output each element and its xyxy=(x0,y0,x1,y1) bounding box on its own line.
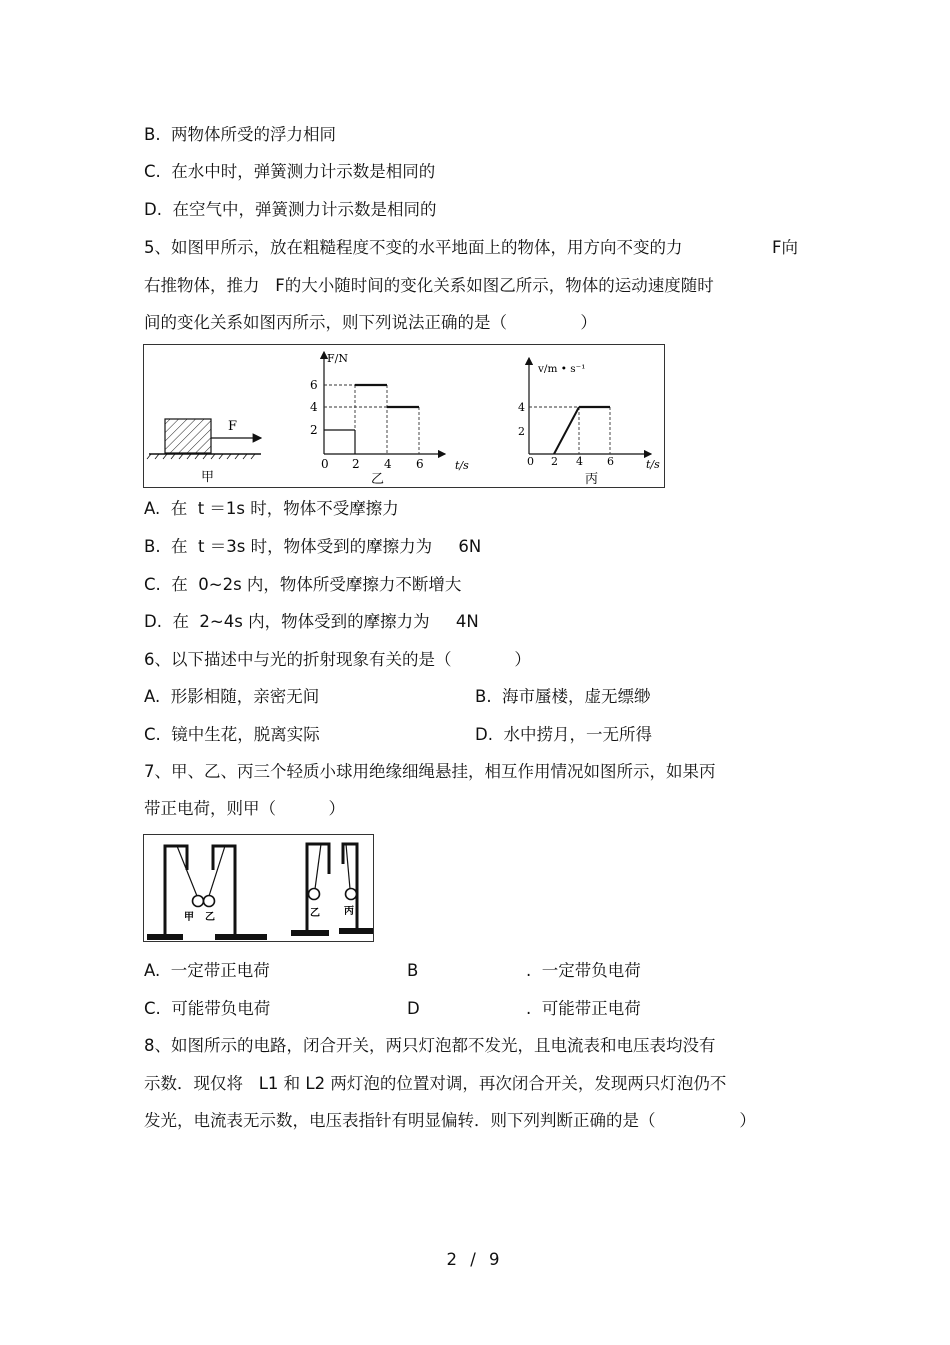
q5-option-b: B. 在 t ＝3s 时，物体受到的摩擦力为 6N xyxy=(144,537,482,556)
figure-bing-xtick-6: 6 xyxy=(607,455,614,468)
figure-yi-xtick-6: 6 xyxy=(416,457,424,471)
figure-bing-xtick-0: 0 xyxy=(527,455,534,468)
q5-figure xyxy=(143,344,665,492)
q4-option-b: B. 两物体所受的浮力相同 xyxy=(144,125,337,144)
ball-yi-right xyxy=(309,889,320,900)
ball-jia-label: 甲 xyxy=(184,912,194,923)
ball-yi-label-right: 乙 xyxy=(310,908,320,919)
q8-stem-line-2: 示数．现仅将 L1 和 L2 两灯泡的位置对调，再次闭合开关，发现两只灯泡仍不 xyxy=(144,1074,727,1093)
q5-stem-line-1: 5、如图甲所示，放在粗糙程度不变的水平地面上的物体，用方向不变的力 xyxy=(144,238,683,257)
page-number: 2 / 9 xyxy=(446,1250,504,1269)
q5-option-d: D. 在 2~4s 内，物体受到的摩擦力为 4N xyxy=(144,612,479,631)
q7-option-d-letter: D xyxy=(407,999,420,1018)
force-label: F xyxy=(228,419,238,434)
ball-yi xyxy=(204,896,215,907)
figure-bing-caption: 丙 xyxy=(585,472,599,487)
figure-bing-xtick-4: 4 xyxy=(576,455,583,468)
figure-bing-xlabel: t/s xyxy=(646,458,660,471)
q7-option-c: C. 可能带负电荷 xyxy=(144,999,271,1018)
q7-option-a: A. 一定带正电荷 xyxy=(144,961,270,980)
ball-bing-label: 丙 xyxy=(344,906,354,917)
figure-yi-xtick-4: 4 xyxy=(384,457,392,471)
q5-option-a: A. 在 t ＝1s 时，物体不受摩擦力 xyxy=(144,499,399,518)
figure-bing-xtick-2: 2 xyxy=(551,455,558,468)
figure-yi-ylabel: F/N xyxy=(327,352,348,365)
figure-jia-caption: 甲 xyxy=(201,470,215,485)
q7-stem-line-1: 7、甲、乙、丙三个轻质小球用绝缘细绳悬挂，相互作用情况如图所示，如果丙 xyxy=(144,762,716,781)
figure-yi-xtick-0: 0 xyxy=(321,457,329,471)
q7-option-d-text: . 可能带正电荷 xyxy=(526,999,641,1018)
q5-stem-line-3: 间的变化关系如图丙所示，则下列说法正确的是（ ） xyxy=(144,313,597,332)
figure-yi-ytick-6: 6 xyxy=(310,378,318,392)
q6-option-a: A. 形影相随，亲密无间 xyxy=(144,687,320,706)
q6-stem: 6、以下描述中与光的折射现象有关的是（ ） xyxy=(144,650,531,669)
ball-yi-label-left: 乙 xyxy=(205,912,215,923)
q5-option-c: C. 在 0~2s 内，物体所受摩擦力不断增大 xyxy=(144,575,462,594)
q7-option-b-letter: B xyxy=(407,961,419,980)
q7-option-b-text: . 一定带负电荷 xyxy=(526,961,641,980)
figure-yi-ytick-4: 4 xyxy=(310,400,318,414)
q6-option-b: B. 海市蜃楼，虚无缥缈 xyxy=(475,687,651,706)
figure-bing-ytick-2: 2 xyxy=(518,425,525,438)
q8-stem-line-1: 8、如图所示的电路，闭合开关，两只灯泡都不发光，且电流表和电压表均没有 xyxy=(144,1036,716,1055)
ball-jia xyxy=(193,896,204,907)
q4-option-c: C. 在水中时，弹簧测力计示数是相同的 xyxy=(144,162,436,181)
ball-bing xyxy=(346,889,357,900)
q8-stem-line-3: 发光，电流表无示数，电压表指针有明显偏转．则下列判断正确的是（ ） xyxy=(144,1111,756,1130)
q6-option-d: D. 水中捞月，一无所得 xyxy=(475,725,652,744)
figure-yi-caption: 乙 xyxy=(371,472,385,487)
figure-yi-xtick-2: 2 xyxy=(352,457,360,471)
figure-bing-ytick-4: 4 xyxy=(518,401,525,414)
q7-figure xyxy=(143,834,374,946)
figure-yi-ytick-2: 2 xyxy=(310,423,318,437)
q7-stem-line-2: 带正电荷，则甲（ ） xyxy=(144,799,345,818)
q5-stem-line-2: 右推物体，推力 F的大小随时间的变化关系如图乙所示，物体的运动速度随时 xyxy=(144,276,714,295)
q4-option-d: D. 在空气中，弹簧测力计示数是相同的 xyxy=(144,200,437,219)
figure-yi-xlabel: t/s xyxy=(455,459,469,472)
q6-option-c: C. 镜中生花，脱离实际 xyxy=(144,725,320,744)
figure-bing-ylabel: v/m • s⁻¹ xyxy=(538,363,586,375)
q5-stem-line-1-end: F向 xyxy=(772,238,798,257)
